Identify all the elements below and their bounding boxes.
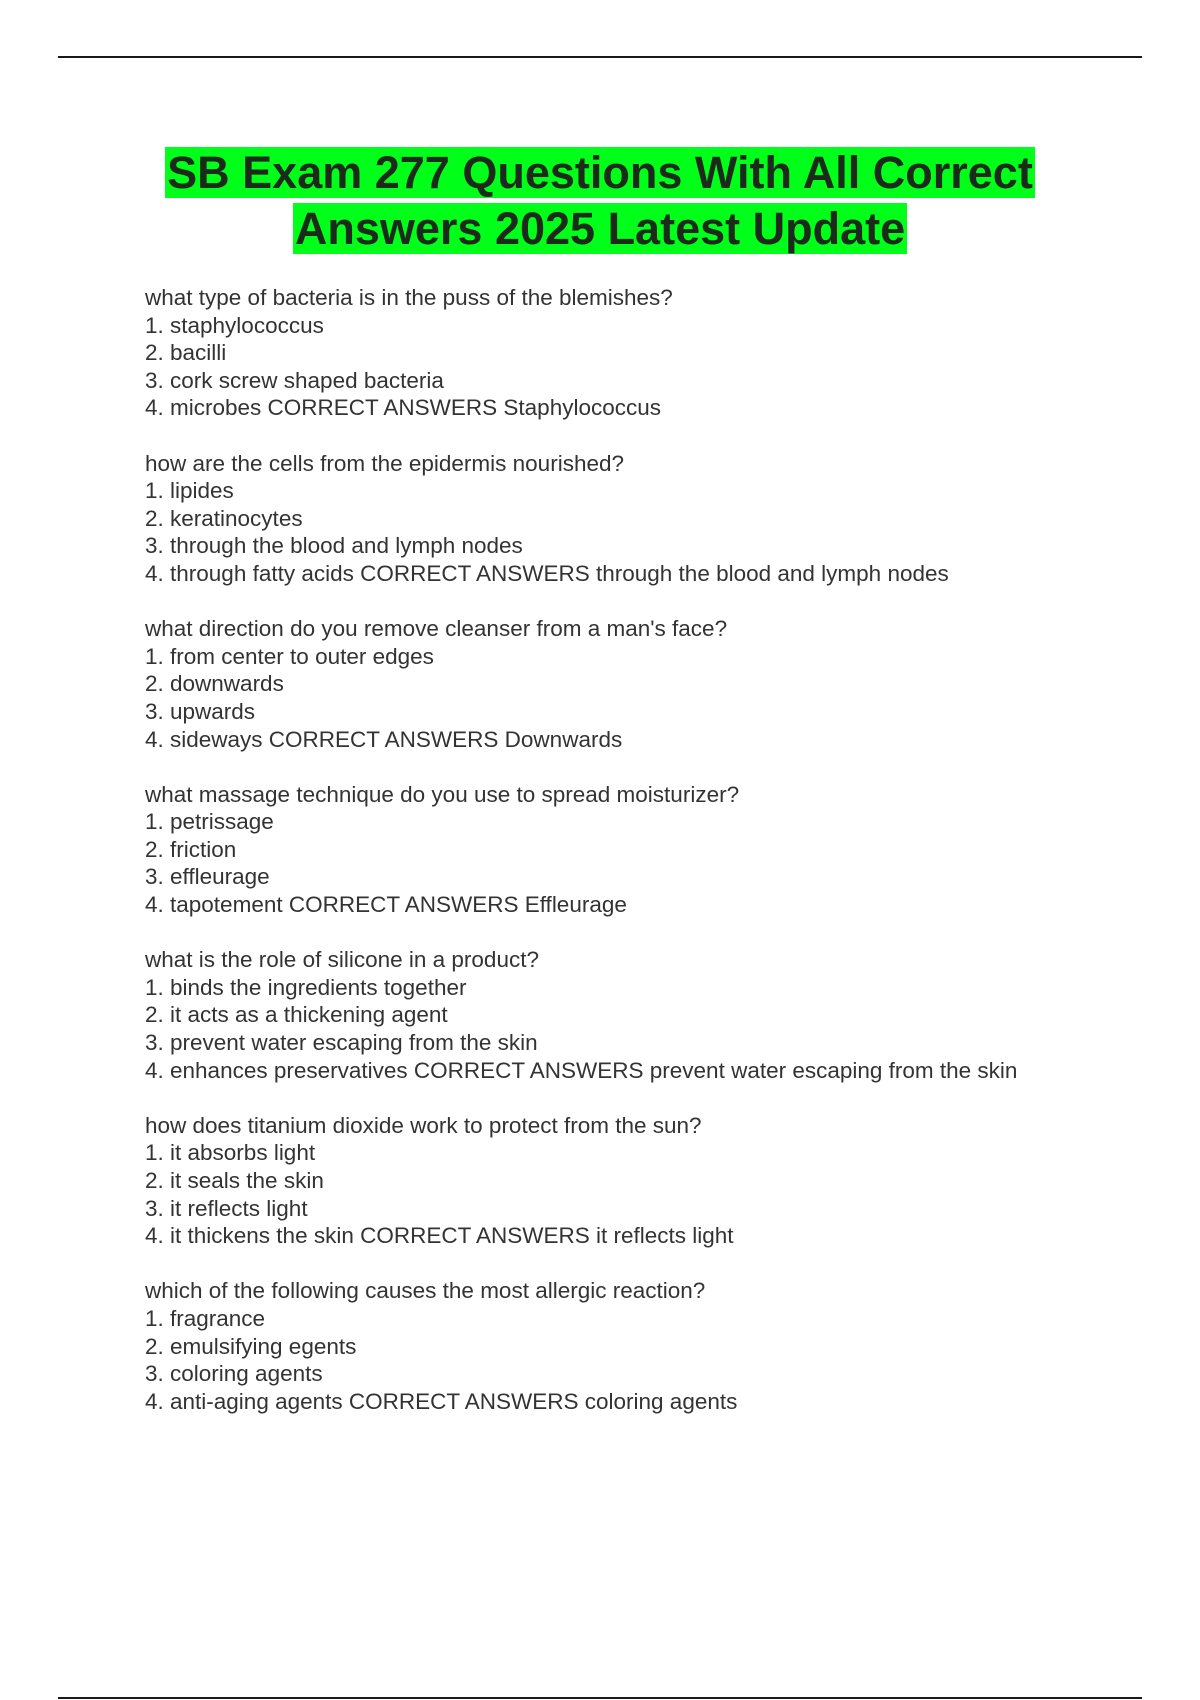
question-block (145, 781, 1145, 919)
question-text: what direction do you remove cleanser from a man's face? (145, 616, 728, 642)
question-block (145, 284, 1145, 422)
question-block (145, 450, 1145, 588)
option-2: 2. emulsifying egents (145, 1333, 357, 1359)
option-3: 3. it reflects light (145, 1195, 308, 1221)
title-line-1: SB Exam 277 Questions With All Correct (167, 147, 1033, 198)
option-3: 3. cork screw shaped bacteria (145, 367, 444, 393)
question-block (145, 946, 1145, 1084)
option-1: 1. binds the ingredients together (145, 974, 467, 1000)
question-text: how does titanium dioxide work to protect from the sun? (145, 1112, 702, 1138)
option-2: 2. downwards (145, 671, 284, 697)
question-text: how are the cells from the epidermis nourished? (145, 450, 624, 476)
footer-rule (58, 1697, 1142, 1699)
option-2: 2. bacilli (145, 340, 227, 366)
option-1: 1. petrissage (145, 809, 274, 835)
option-1: 1. lipides (145, 478, 234, 504)
question-text: what massage technique do you use to spread moisturizer? (145, 781, 740, 807)
option-3: 3. upwards (145, 698, 256, 724)
option-1: 1. from center to outer edges (145, 643, 434, 669)
option-4-with-answer: 4. sideways CORRECT ANSWERS Downwards (145, 726, 623, 752)
option-3: 3. through the blood and lymph nodes (145, 533, 523, 559)
option-2: 2. it acts as a thickening agent (145, 1002, 448, 1028)
option-4-with-answer: 4. tapotement CORRECT ANSWERS Effleurage (145, 892, 627, 918)
option-1: 1. it absorbs light (145, 1140, 316, 1166)
title-line-2: Answers 2025 Latest Update (294, 203, 906, 254)
header-rule (58, 56, 1142, 58)
question-block (145, 1112, 1145, 1250)
option-1: 1. staphylococcus (145, 312, 324, 338)
option-2: 2. it seals the skin (145, 1168, 324, 1193)
option-1: 1. fragrance (145, 1305, 266, 1331)
option-2: 2. friction (145, 836, 237, 862)
option-3: 3. prevent water escaping from the skin (145, 1030, 538, 1056)
option-4-with-answer: 4. through fatty acids CORRECT ANSWERS through the blood and lymph nodes (145, 560, 949, 586)
question-block (145, 615, 1145, 753)
option-4-with-answer: 4. anti-aging agents CORRECT ANSWERS coloring agents (145, 1388, 738, 1414)
option-3: 3. coloring agents (145, 1361, 323, 1387)
option-2: 2. keratinocytes (145, 505, 303, 531)
question-block (145, 1277, 1145, 1415)
question-text: what type of bacteria is in the puss of the blemishes? (145, 285, 673, 310)
question-list (145, 284, 1145, 1443)
option-3: 3. effleurage (145, 864, 270, 890)
option-4-with-answer: 4. enhances preservatives CORRECT ANSWERS prevent water escaping from the skin (145, 1057, 1018, 1083)
page-title (60, 145, 1140, 257)
question-text: which of the following causes the most allergic reaction? (145, 1278, 706, 1304)
option-4-with-answer: 4. microbes CORRECT ANSWERS Staphylococcus (145, 395, 661, 421)
option-4-with-answer: 4. it thickens the skin CORRECT ANSWERS it reflects light (145, 1223, 734, 1249)
question-text: what is the role of silicone in a product? (145, 947, 539, 973)
